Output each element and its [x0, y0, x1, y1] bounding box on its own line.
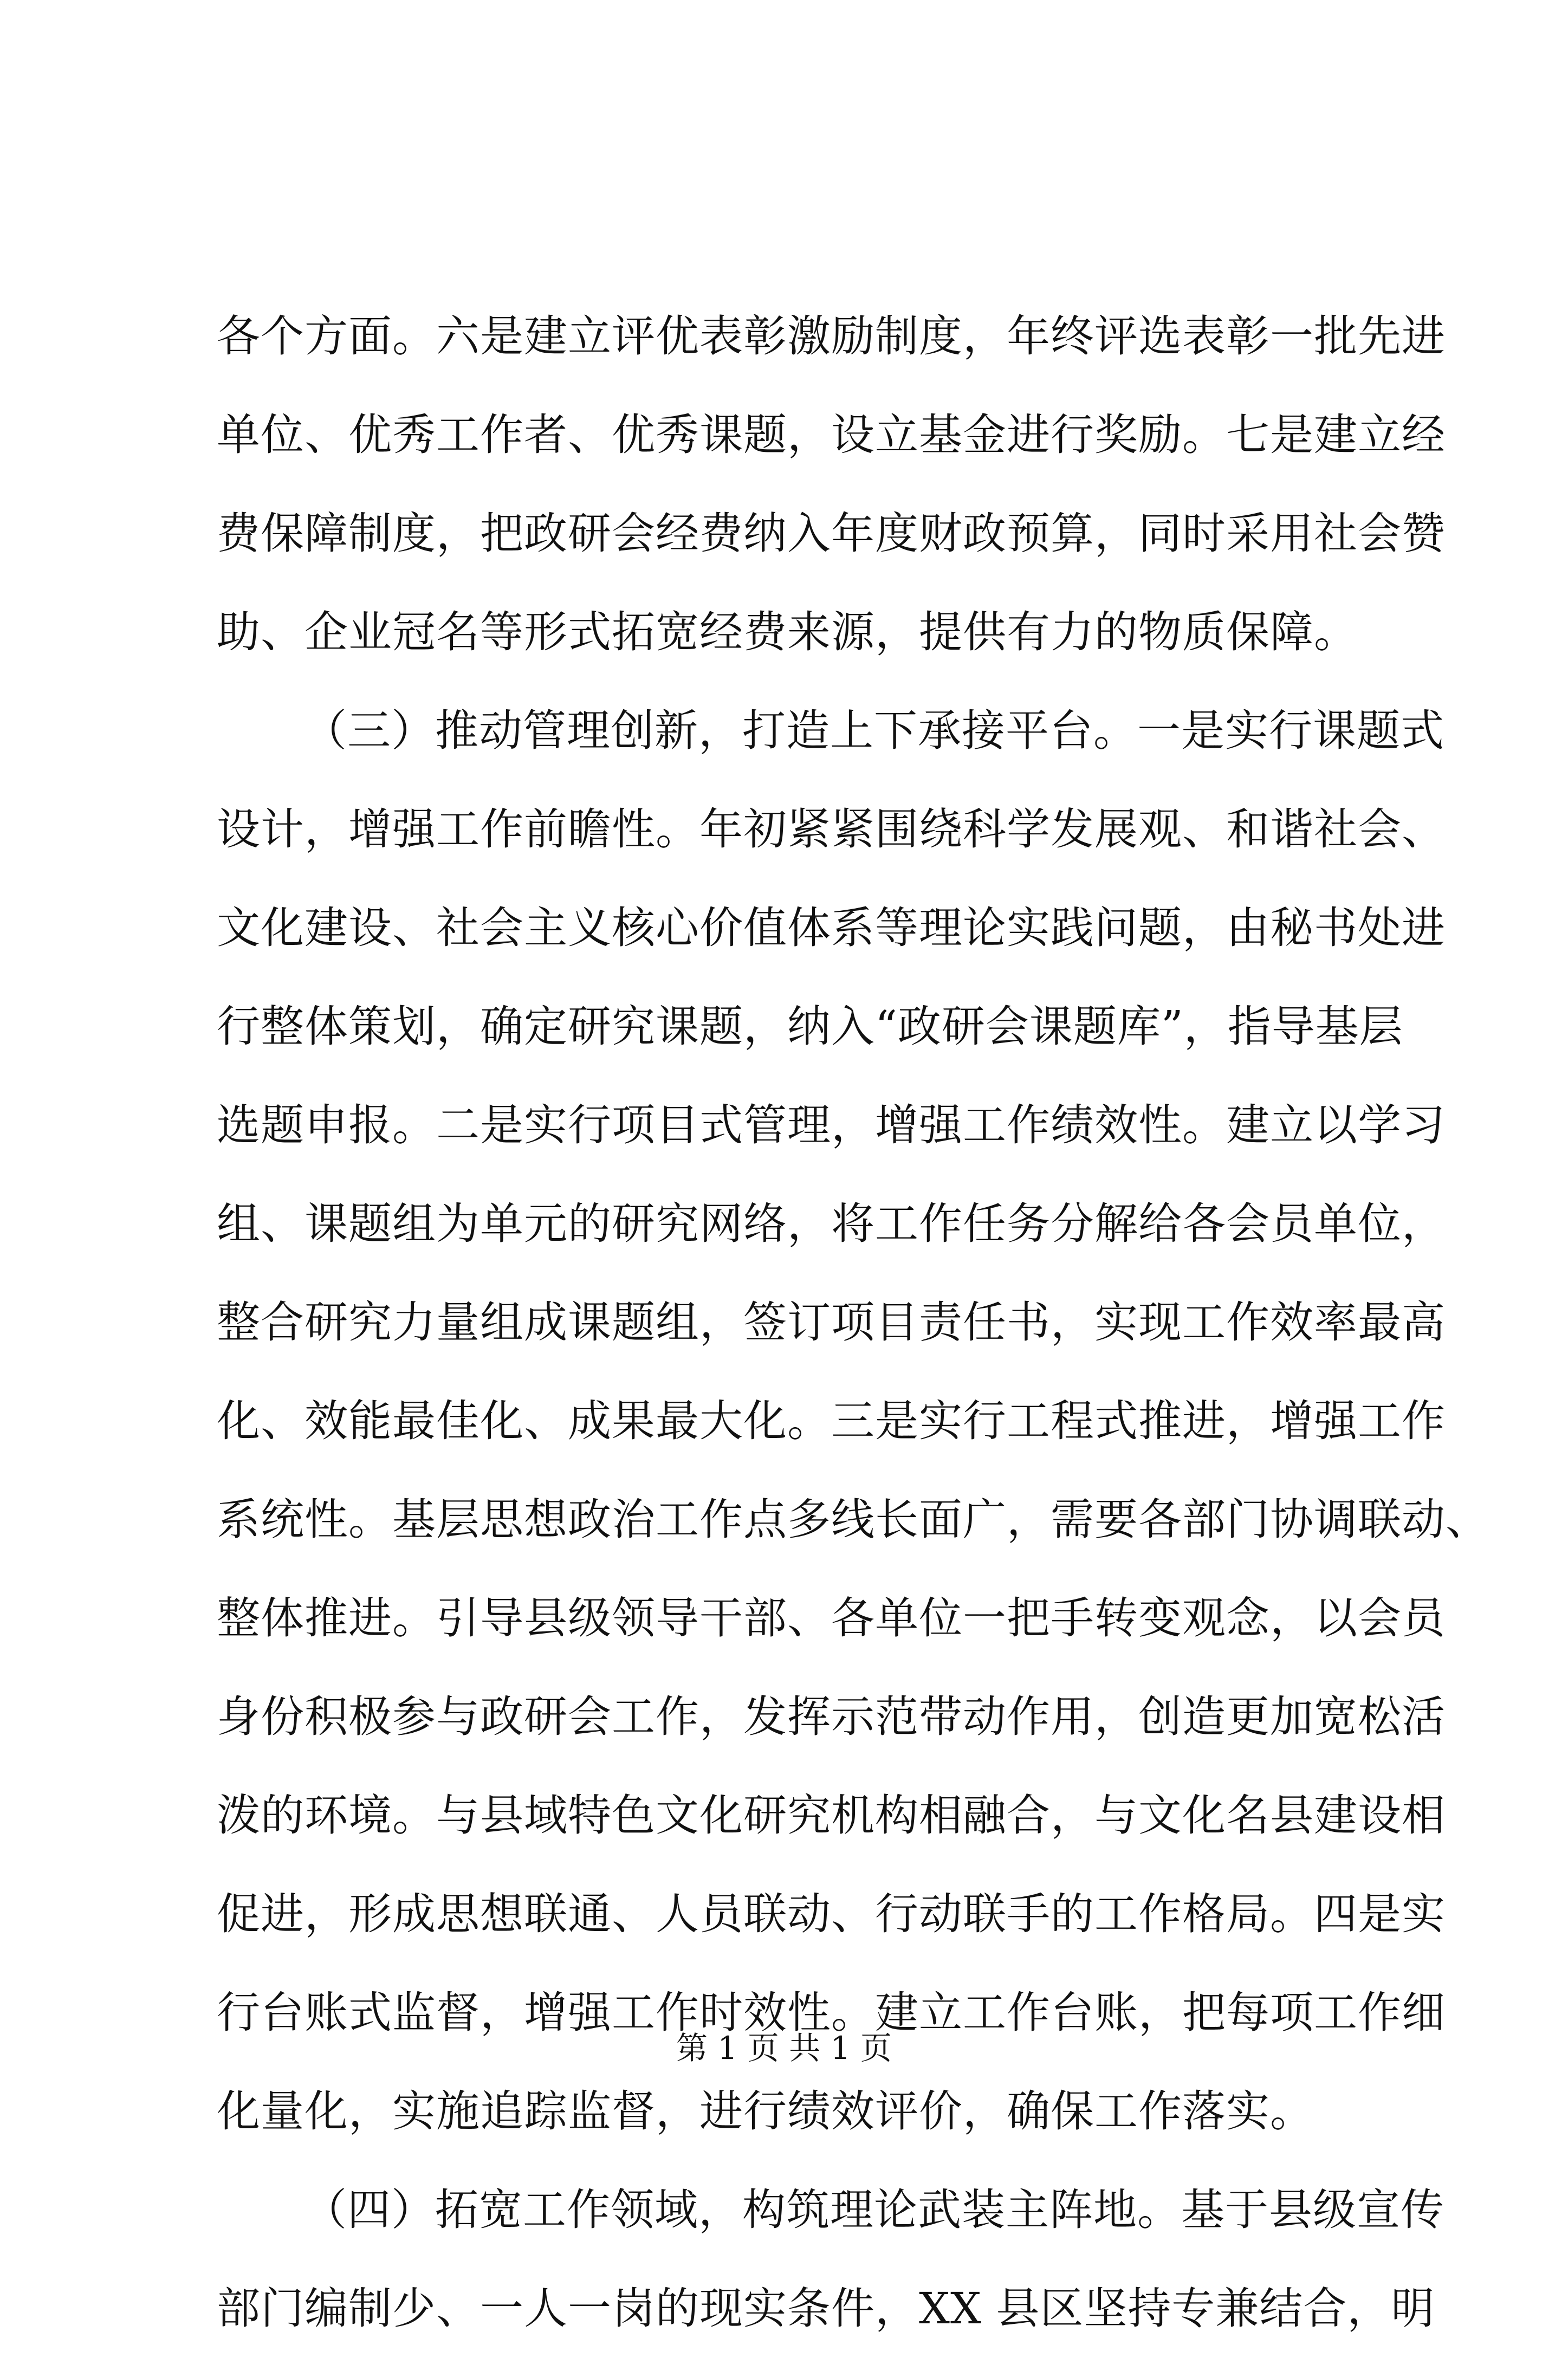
text-line: 文化建设、社会主义核心价值体系等理论实践问题，由秘书处进	[217, 903, 1446, 953]
text-line: 促进，形成思想联通、人员联动、行动联手的工作格局。四是实	[217, 1889, 1446, 1939]
text-line: 整合研究力量组成课题组，签订项目责任书，实现工作效率最高	[217, 1297, 1446, 1348]
text-line: 费保障制度，把政研会经费纳入年度财政预算，同时采用社会赞	[217, 508, 1446, 559]
text-line: 单位、优秀工作者、优秀课题，设立基金进行奖励。七是建立经	[217, 410, 1446, 460]
section-heading-line: （三）推动管理创新，打造上下承接平台。一是实行课题式	[303, 705, 1444, 756]
text-line: 化、效能最佳化、成果最大化。三是实行工程式推进，增强工作	[217, 1396, 1446, 1446]
section-heading-line: （四）拓宽工作领域，构筑理论武装主阵地。基于县级宣传	[303, 2185, 1444, 2235]
text-line: 助、企业冠名等形式拓宽经费来源，提供有力的物质保障。	[217, 607, 1358, 657]
text-line: 行整体策划，确定研究课题，纳入“政研会课题库”，指导基层	[217, 1001, 1403, 1052]
text-line: 设计，增强工作前瞻性。年初紧紧围绕科学发展观、和谐社会、	[217, 804, 1446, 854]
text-line: 组、课题组为单元的研究网络，将工作任务分解给各会员单位，	[217, 1199, 1446, 1249]
text-line: 泼的环境。与县域特色文化研究机构相融合，与文化名县建设相	[217, 1790, 1446, 1841]
text-line: 各个方面。六是建立评优表彰激励制度，年终评选表彰一批先进	[217, 311, 1446, 361]
text-line: 部门编制少、一人一岗的现实条件，XX 县区坚持专兼结合，明	[217, 2283, 1435, 2334]
text-line: 选题申报。二是实行项目式管理，增强工作绩效性。建立以学习	[217, 1100, 1446, 1150]
page-footer: 第 1 页 共 1 页	[676, 2030, 892, 2067]
text-line: 行台账式监督，增强工作时效性。建立工作台账，把每项工作细	[217, 1987, 1446, 2038]
text-line: 整体推进。引导县级领导干部、各单位一把手转变观念，以会员	[217, 1593, 1446, 1643]
text-line: 化量化，实施追踪监督，进行绩效评价，确保工作落实。	[217, 2086, 1314, 2136]
text-line: 身份积极参与政研会工作，发挥示范带动作用，创造更加宽松活	[217, 1692, 1446, 1742]
text-line: 系统性。基层思想政治工作点多线长面广，需要各部门协调联动、	[217, 1494, 1489, 1545]
